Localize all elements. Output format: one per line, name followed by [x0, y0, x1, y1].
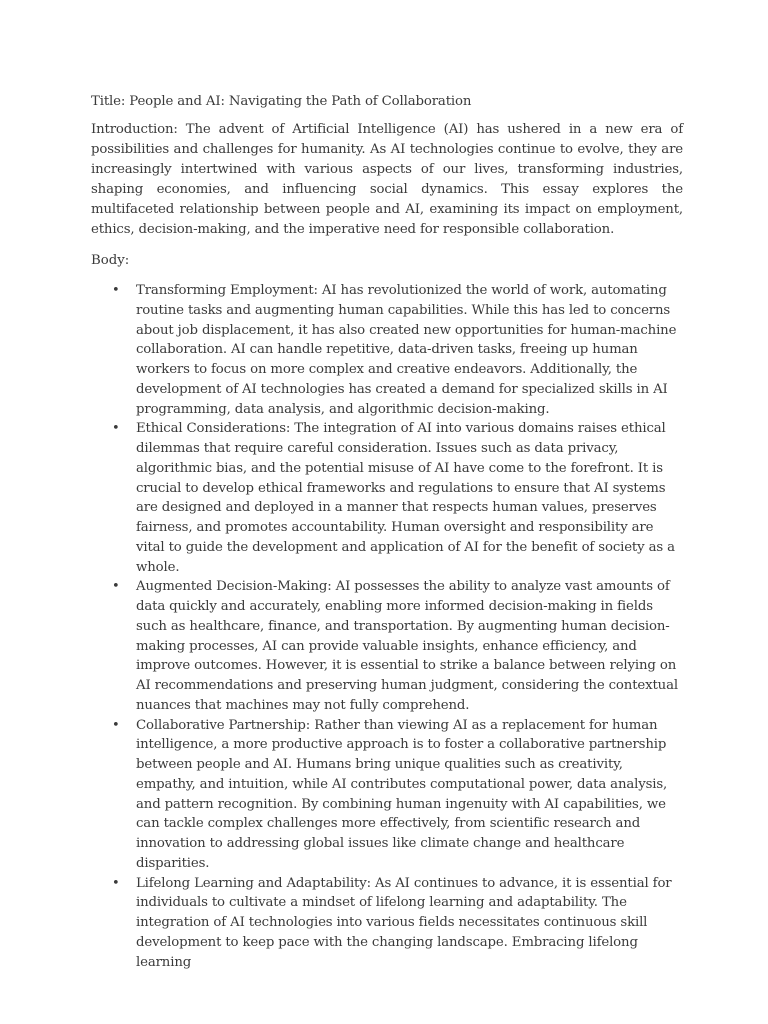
bullet-icon: •	[112, 717, 120, 733]
list-item-text: Augmented Decision-Making: AI possesses the ability to analyze vast amounts of data quickly and accurately, enabling more informed decision-making in fields such as healthcare, finance, and transportation. By augmenting human decision-making processes, AI can provide valuable insights, enhance efficiency, and improve outcomes. However, it is essential to strike a balance between relying on AI recommendations and preserving human judgment, considering the contextual nuances that machines may not fully comprehend.	[136, 579, 678, 713]
document-page	[91, 92, 683, 972]
list-item-text: Collaborative Partnership: Rather than viewing AI as a replacement for human intelligence, a more productive approach is to foster a collaborative partnership between people and AI. Humans bring unique qualities such as creativity, empathy, and intuition, while AI contributes computational power, data analysis, and pattern recognition. By combining human ingenuity with AI capabilities, we can tackle complex challenges more effectively, from scientific research and innovation to addressing global issues like climate change and healthcare disparities.	[136, 717, 668, 871]
list-item-collaborative-partnership	[91, 716, 683, 874]
list-item-augmented-decision-making	[91, 577, 683, 715]
list-item-lifelong-learning	[91, 874, 683, 973]
bullet-list	[91, 281, 683, 972]
introduction-paragraph: Introduction: The advent of Artificial Intelligence (AI) has ushered in a new era of possibilities and challenges for humanity. As AI technologies continue to evolve, they are increasingly intertwined with various aspects of our lives, transforming industries, shaping economies, and influencing social dynamics. This essay explores the multifaceted relationship between people and AI, examining its impact on employment, ethics, decision-making, and the imperative need for responsible collaboration.	[91, 122, 683, 237]
bullet-icon: •	[112, 421, 120, 437]
list-item-text: Lifelong Learning and Adaptability: As AI continues to advance, it is essential for individuals to cultivate a mindset of lifelong learning and adaptability. The integration of AI technologies into various fields necessitates continuous skill development to keep pace with the changing landscape. Embracing lifelong learning	[136, 875, 672, 970]
body-heading: Body:	[91, 253, 130, 268]
list-item-text: Ethical Considerations: The integration of AI into various domains raises ethical dilemmas that require careful consideration. Issues such as data privacy, algorithmic bias, and the potential misuse of AI have come to the forefront. It is crucial to develop ethical frameworks and regulations to ensure that AI systems are designed and deployed in a manner that respects human values, preserves fairness, and promotes accountability. Human oversight and responsibility are vital to guide the development and application of AI for the benefit of society as a whole.	[136, 421, 675, 575]
bullet-icon: •	[112, 875, 120, 891]
bullet-icon: •	[112, 579, 120, 595]
list-item-text: Transforming Employment: AI has revolutionized the world of work, automating routine tasks and augmenting human capabilities. While this has led to concerns about job displacement, it has also created new opportunities for human-machine collaboration. AI can handle repetitive, data-driven tasks, freeing up human workers to focus on more complex and creative endeavors. Additionally, the development of AI technologies has created a demand for specialized skills in AI programming, data analysis, and algorithmic decision-making.	[136, 283, 677, 417]
list-item-ethical-considerations	[91, 419, 683, 577]
document-title: Title: People and AI: Navigating the Path of Collaboration	[91, 94, 472, 109]
list-item-transforming-employment	[91, 281, 683, 419]
bullet-icon: •	[112, 283, 120, 298]
